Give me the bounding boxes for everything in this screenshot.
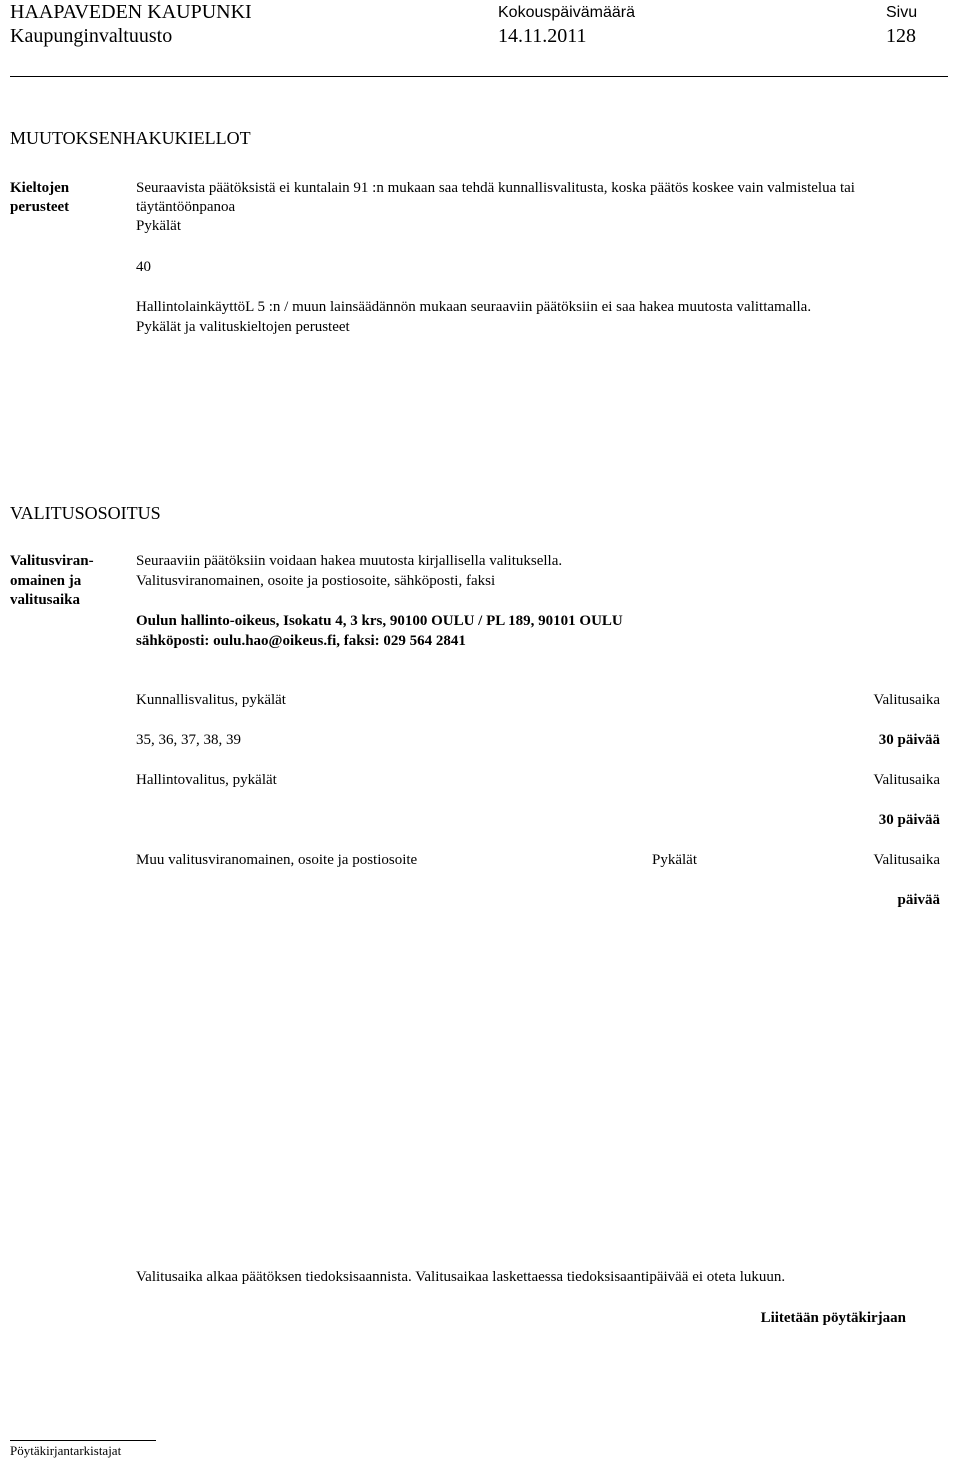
muutoksenhaku-text-3: HallintolainkäyttöL 5 :n / muun lainsäädännön mukaan seuraaviin päätöksiin ei saa hakea muutosta valittamalla. <box>136 299 812 315</box>
date-label: Kokouspäivämäärä <box>498 4 635 21</box>
valitusaika-note: Valitusaika alkaa päätöksen tiedoksisaannista. Valitusaikaa laskettaessa tiedoksisaantipäivää ei oteta lukuun. <box>136 1269 786 1285</box>
attached-to-minutes: Liitetään pöytäkirjaan <box>760 1310 906 1326</box>
muutoksenhaku-text-4: Pykälät ja valituskieltojen perusteet <box>136 319 350 335</box>
side-label-kieltojen: Kieltojen <box>10 180 70 196</box>
side-label-valitusviran: Valitusviran- <box>10 553 94 569</box>
muu-time: päivää <box>897 892 940 908</box>
kunnallisvalitus-label: Kunnallisvalitus, pykälät <box>136 692 286 708</box>
muu-time-label: Valitusaika <box>873 852 940 868</box>
valitus-text-1: Seuraaviin päätöksiin voidaan hakea muutosta kirjallisella valituksella. <box>136 553 563 569</box>
side-label-valitusaika: valitusaika <box>10 592 81 608</box>
section-title-valitusosoitus: VALITUSOSOITUS <box>10 503 161 523</box>
hallintovalitus-time-label: Valitusaika <box>873 772 940 788</box>
side-label-perusteet: perusteet <box>10 199 70 215</box>
governing-body: Kaupunginvaltuusto <box>10 25 173 47</box>
muutoksenhaku-text-2: täytäntöönpanoa <box>136 199 236 215</box>
kunnallisvalitus-time-label: Valitusaika <box>873 692 940 708</box>
signature-label: Pöytäkirjantarkistajat <box>10 1443 122 1458</box>
authority-contact: sähköposti: oulu.hao@oikeus.fi, faksi: 029 564 2841 <box>136 633 466 649</box>
section-title-muutoksenhaku: MUUTOKSENHAKUKIELLOT <box>10 128 251 148</box>
header-rule <box>10 76 948 77</box>
hallintovalitus-label: Hallintovalitus, pykälät <box>136 772 277 788</box>
muutoksenhaku-text-1: Seuraavista päätöksistä ei kuntalain 91 :n mukaan saa tehdä kunnallisvalitusta, koska päätös koskee vain valmistelua tai <box>136 180 855 196</box>
page-number: 128 <box>886 25 916 47</box>
authority-address: Oulun hallinto-oikeus, Isokatu 4, 3 krs, 90100 OULU / PL 189, 90101 OULU <box>136 613 623 629</box>
pykalat-label: Pykälät <box>136 218 181 234</box>
meeting-date: 14.11.2011 <box>498 25 587 47</box>
muu-valitusviranomainen-label: Muu valitusviranomainen, osoite ja postiosoite <box>136 852 418 868</box>
kunnallisvalitus-time: 30 päivää <box>878 732 940 748</box>
signature-line <box>10 1440 156 1441</box>
org-name: HAAPAVEDEN KAUPUNKI <box>10 1 252 23</box>
kunnallisvalitus-pykalat: 35, 36, 37, 38, 39 <box>136 732 241 748</box>
hallintovalitus-time: 30 päivää <box>878 812 940 828</box>
pykala-value: 40 <box>136 259 151 275</box>
muu-pykalat-label: Pykälät <box>652 852 697 868</box>
side-label-omainen: omainen ja <box>10 573 82 589</box>
valitus-text-2: Valitusviranomainen, osoite ja postiosoite, sähköposti, faksi <box>136 573 496 589</box>
page-label: Sivu <box>886 4 918 21</box>
